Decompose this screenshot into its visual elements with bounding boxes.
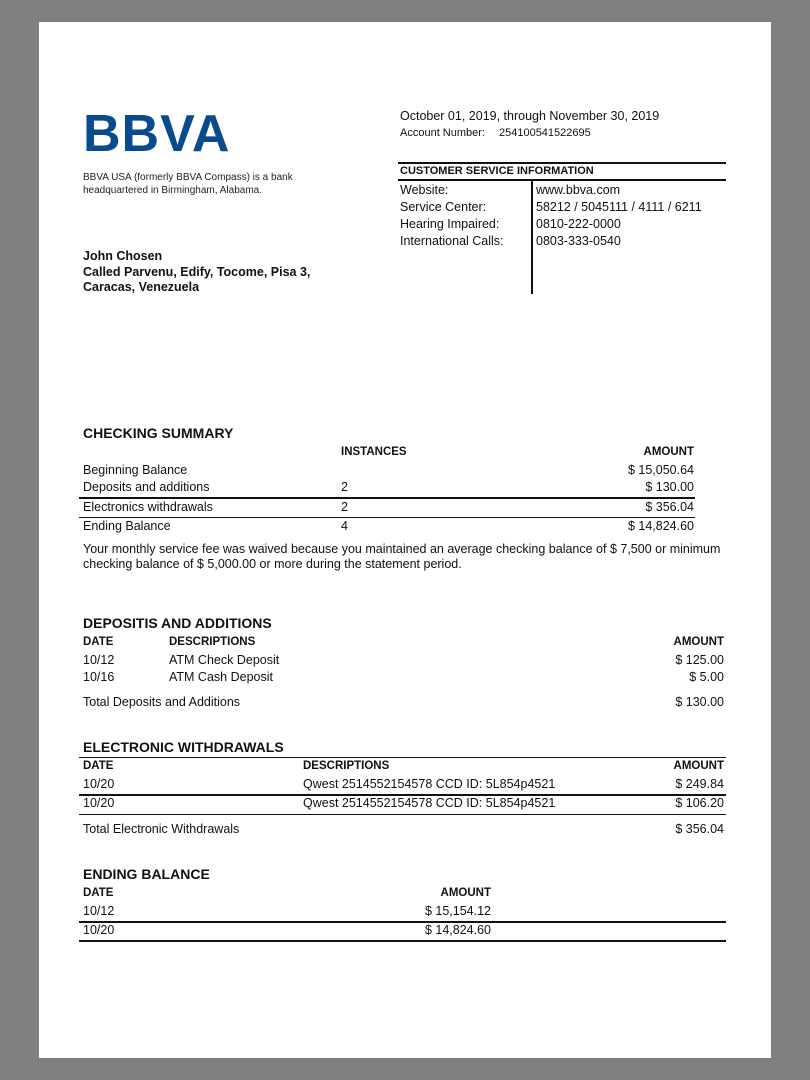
withdrawal-amount: $ 106.20: [675, 796, 724, 810]
service-fee-note: Your monthly service fee was waived because you maintained an average checking balance of $ 7,500 or minimum checking balance of $ 5,000.00 or more during the statement period.: [83, 542, 721, 571]
withdrawal-date: 10/20: [83, 796, 115, 810]
deposit-description: ATM Cash Deposit: [169, 670, 273, 684]
cs-label: Service Center:: [400, 200, 487, 214]
summary-amount: $ 356.04: [645, 500, 694, 514]
col-header-date: DATE: [83, 636, 114, 648]
deposit-date: 10/16: [83, 670, 115, 684]
divider: [531, 181, 533, 294]
cs-label: Website:: [400, 183, 449, 197]
deposit-amount: $ 125.00: [675, 653, 724, 667]
account-number-line: [400, 127, 591, 139]
deposit-amount: $ 5.00: [689, 670, 724, 684]
divider: [79, 517, 695, 518]
summary-instances: 2: [341, 500, 348, 514]
col-header-amount: AMOUNT: [440, 887, 491, 899]
withdrawal-date: 10/20: [83, 777, 115, 791]
withdrawals-title: ELECTRONIC WITHDRAWALS: [83, 739, 284, 755]
balance-date: 10/12: [83, 904, 115, 918]
summary-label: Ending Balance: [83, 519, 171, 533]
cs-value: 58212 / 5045111 / 4111 / 6211: [536, 200, 702, 214]
account-number-label: Account Number:: [400, 127, 485, 139]
divider: [398, 162, 726, 164]
withdrawals-total-label: Total Electronic Withdrawals: [83, 822, 240, 836]
cs-value: 0810-222-0000: [536, 217, 621, 231]
col-header-amount: AMOUNT: [673, 636, 724, 648]
bbva-logo: BBVA: [83, 105, 231, 163]
cs-value: 0803-333-0540: [536, 234, 621, 248]
col-header-descriptions: DESCRIPTIONS: [303, 760, 390, 772]
divider: [79, 814, 726, 815]
summary-instances: 4: [341, 519, 348, 533]
summary-instances: 2: [341, 480, 348, 494]
summary-amount: $ 15,050.64: [627, 463, 694, 477]
customer-address-line1: Called Parvenu, Edify, Tocome, Pisa 3,: [83, 264, 311, 279]
summary-amount: $ 130.00: [645, 480, 694, 494]
customer-name: John Chosen: [83, 249, 163, 263]
cs-label: Hearing Impaired:: [400, 217, 500, 231]
summary-label: Electronics withdrawals: [83, 500, 213, 514]
withdrawal-description: Qwest 2514552154578 CCD ID: 5L854p4521: [303, 796, 556, 810]
summary-label: Beginning Balance: [83, 463, 188, 477]
statement-period: October 01, 2019, through November 30, 2019: [400, 109, 660, 123]
statement-page: [39, 22, 771, 1058]
col-header-instances: INSTANCES: [341, 446, 407, 458]
deposit-description: ATM Check Deposit: [169, 653, 280, 667]
cs-label: International Calls:: [400, 234, 504, 248]
col-header-descriptions: DESCRIPTIONS: [169, 636, 256, 648]
bank-tagline: BBVA USA (formerly BBVA Compass) is a bank headquartered in Birmingham, Alabama.: [83, 172, 293, 196]
checking-summary-title: CHECKING SUMMARY: [83, 425, 234, 441]
customer-address-line2: Caracas, Venezuela: [83, 280, 200, 294]
divider: [79, 940, 726, 942]
divider: [398, 179, 726, 181]
withdrawal-description: Qwest 2514552154578 CCD ID: 5L854p4521: [303, 777, 556, 791]
col-header-amount: AMOUNT: [643, 446, 694, 458]
cs-value: www.bbva.com: [536, 183, 621, 197]
summary-amount: $ 14,824.60: [627, 519, 694, 533]
withdrawal-amount: $ 249.84: [675, 777, 724, 791]
deposits-total-label: Total Deposits and Additions: [83, 695, 241, 709]
account-number-value: 254100541522695: [498, 127, 591, 139]
deposits-title: DEPOSITIS AND ADDITIONS: [83, 615, 272, 631]
balance-date: 10/20: [83, 923, 115, 937]
col-header-amount: AMOUNT: [673, 760, 724, 772]
divider: [79, 757, 726, 758]
deposits-total-amount: $ 130.00: [675, 695, 724, 709]
ending-balance-title: ENDING BALANCE: [83, 866, 210, 882]
divider: [79, 497, 695, 499]
col-header-date: DATE: [83, 760, 114, 772]
col-header-date: DATE: [83, 887, 114, 899]
customer-address-block: [83, 249, 310, 296]
balance-amount: $ 15,154.12: [424, 904, 491, 918]
balance-amount: $ 14,824.60: [424, 923, 491, 937]
deposit-date: 10/12: [83, 653, 115, 667]
customer-service-title: CUSTOMER SERVICE INFORMATION: [400, 165, 594, 177]
withdrawals-total-amount: $ 356.04: [675, 822, 724, 836]
summary-label: Deposits and additions: [83, 480, 210, 494]
